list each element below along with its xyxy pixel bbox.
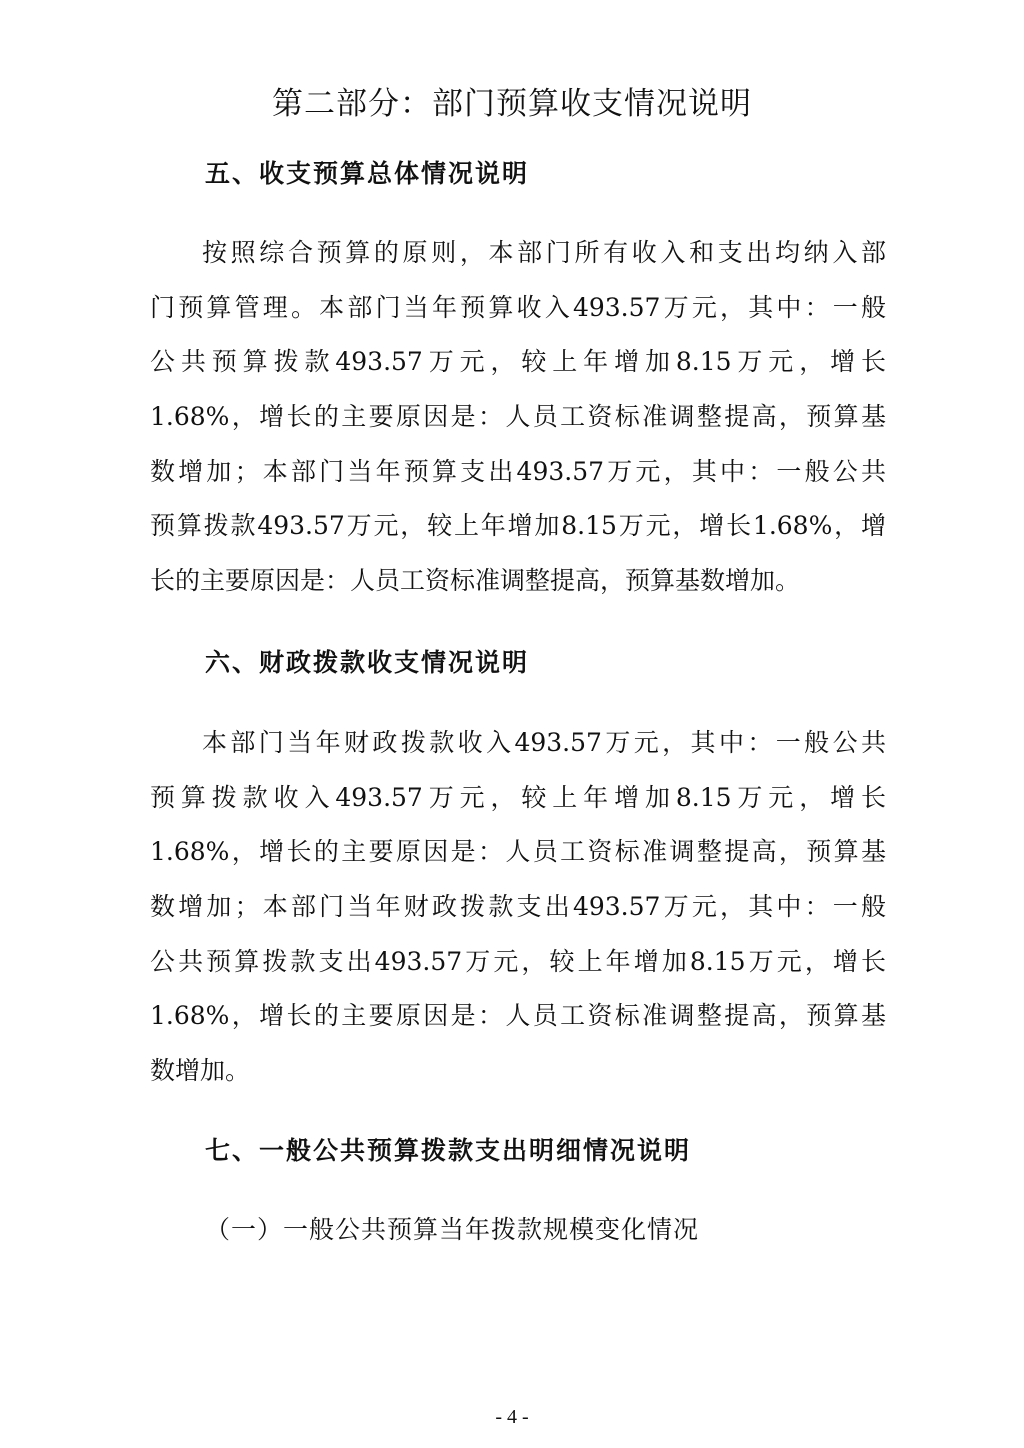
text-line: 数增加；本部门当年财政拨款支出493.57万元，其中：一般 bbox=[150, 892, 886, 922]
text-line: 长的主要原因是：人员工资标准调整提高，预算基数增加。 bbox=[150, 566, 801, 596]
text-line: 公共预算拨款支出493.57万元，较上年增加8.15万元，增长 bbox=[150, 946, 886, 976]
section-heading: 七、一般公共预算拨款支出明细情况说明 bbox=[205, 1136, 692, 1165]
text-line: 预算拨款收入493.57万元，较上年增加8.15万元，增长 bbox=[150, 782, 886, 812]
page-title: 第二部分：部门预算收支情况说明 bbox=[272, 86, 752, 122]
text-line: 本部门当年财政拨款收入493.57万元，其中：一般公共 bbox=[202, 728, 886, 757]
text-line: 公共预算拨款493.57万元，较上年增加8.15万元，增长 bbox=[150, 347, 886, 377]
section-heading: 五、收支预算总体情况说明 bbox=[205, 159, 530, 188]
text-line: 1.68%，增长的主要原因是：人员工资标准调整提高，预算基 bbox=[150, 1001, 886, 1031]
text-line: 门预算管理。本部门当年预算收入493.57万元，其中：一般 bbox=[150, 292, 886, 322]
text-line: 预算拨款493.57万元，较上年增加8.15万元，增长1.68%，增 bbox=[150, 511, 886, 541]
section-heading: 六、财政拨款收支情况说明 bbox=[205, 648, 530, 677]
page-number: - 4 - bbox=[495, 1406, 529, 1428]
paragraph bbox=[150, 226, 886, 609]
text-line: 数增加；本部门当年预算支出493.57万元，其中：一般公共 bbox=[150, 456, 886, 486]
text-line: 1.68%，增长的主要原因是：人员工资标准调整提高，预算基 bbox=[150, 837, 886, 867]
text-line: 数增加。 bbox=[150, 1056, 251, 1086]
text-line: 1.68%，增长的主要原因是：人员工资标准调整提高，预算基 bbox=[150, 402, 886, 432]
subsection-heading: （一）一般公共预算当年拨款规模变化情况 bbox=[205, 1215, 700, 1244]
paragraph bbox=[150, 716, 886, 1099]
text-line: 按照综合预算的原则，本部门所有收入和支出均纳入部 bbox=[202, 238, 886, 267]
